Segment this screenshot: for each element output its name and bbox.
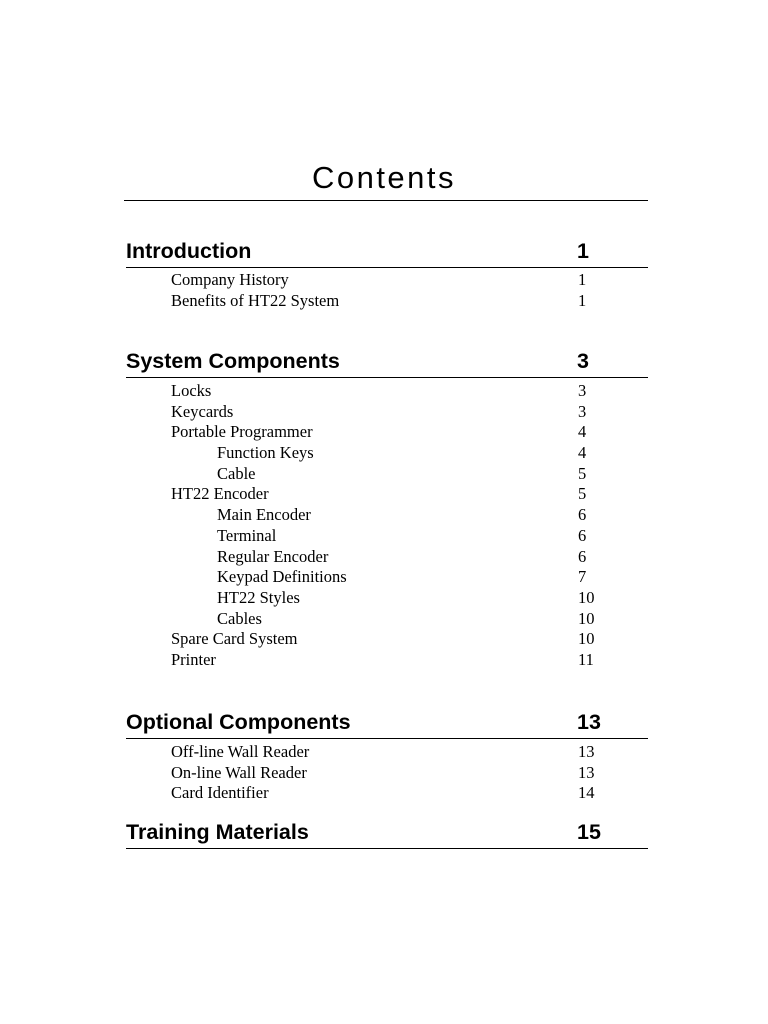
title-divider: [124, 200, 648, 201]
toc-entry-label: Function Keys: [217, 443, 314, 463]
toc-entry[interactable]: [0, 484, 768, 505]
toc-section-training-materials[interactable]: [126, 818, 648, 849]
toc-entry-page: 4: [578, 443, 587, 463]
toc-entry[interactable]: [0, 270, 768, 291]
toc-entry-page: 10: [578, 587, 595, 607]
toc-entries-optional-components: [0, 742, 768, 804]
toc-subentry[interactable]: [0, 588, 768, 609]
toc-subentry[interactable]: [0, 526, 768, 547]
toc-entry-label: Keycards: [171, 401, 234, 421]
toc-subentry[interactable]: [0, 443, 768, 464]
toc-entry-label: Locks: [171, 381, 212, 400]
toc-entry-page: 1: [578, 290, 587, 310]
toc-entry-label: HT22 Encoder: [171, 484, 269, 504]
toc-entry-label: HT22 Styles: [217, 587, 300, 607]
toc-entry-label: Terminal: [217, 525, 277, 545]
toc-subentry[interactable]: [0, 567, 768, 588]
toc-entry-label: Portable Programmer: [171, 422, 313, 442]
section-heading: Optional Components: [126, 710, 351, 734]
toc-entry[interactable]: [0, 422, 768, 443]
toc-subentry[interactable]: [0, 464, 768, 485]
toc-entry-page: 6: [578, 505, 587, 525]
toc-entry-page: 13: [578, 742, 595, 761]
toc-section-system-components[interactable]: [126, 347, 648, 378]
toc-entry-page: 11: [578, 649, 594, 669]
toc-entry-label: Card Identifier: [171, 783, 269, 803]
toc-entry-label: Off-line Wall Reader: [171, 742, 310, 761]
toc-entry[interactable]: [0, 291, 768, 312]
toc-section-introduction[interactable]: [126, 237, 648, 268]
toc-entry-label: Benefits of HT22 System: [171, 290, 340, 310]
page-title: Contents: [311, 160, 457, 195]
section-page-number: 1: [577, 239, 589, 263]
toc-entries-introduction: [0, 270, 768, 311]
toc-subentry[interactable]: [0, 547, 768, 568]
toc-entry[interactable]: [0, 402, 768, 423]
toc-entry-page: 13: [578, 762, 595, 782]
toc-entry-label: On-line Wall Reader: [171, 762, 307, 782]
toc-section-optional-components[interactable]: [126, 708, 648, 739]
toc-entry-label: Company History: [171, 270, 289, 289]
section-page-number: 15: [577, 820, 601, 844]
toc-entry-page: 14: [578, 783, 595, 803]
toc-entry[interactable]: [0, 629, 768, 650]
toc-entries-system-components: [0, 381, 768, 671]
toc-entry-label: Regular Encoder: [217, 546, 329, 566]
toc-entry-page: 6: [578, 525, 587, 545]
toc-subentry[interactable]: [0, 505, 768, 526]
toc-entry-label: Spare Card System: [171, 629, 298, 649]
toc-entry-label: Main Encoder: [217, 505, 311, 525]
toc-entry-page: 6: [578, 546, 587, 566]
section-page-number: 13: [577, 710, 601, 734]
section-heading: System Components: [126, 349, 340, 373]
toc-subentry[interactable]: [0, 609, 768, 630]
toc-entry-page: 3: [578, 401, 587, 421]
toc-entry-page: 10: [578, 608, 595, 628]
toc-entry-label: Cables: [217, 608, 262, 628]
toc-entry-label: Printer: [171, 649, 216, 669]
toc-entry-page: 3: [578, 381, 587, 400]
toc-entry-page: 4: [578, 422, 587, 442]
section-page-number: 3: [577, 349, 589, 373]
toc-entry[interactable]: [0, 742, 768, 763]
toc-entry[interactable]: [0, 763, 768, 784]
toc-entry-page: 7: [578, 567, 587, 587]
section-heading: Introduction: [126, 239, 252, 263]
toc-entry[interactable]: [0, 650, 768, 671]
toc-entry-page: 10: [578, 629, 595, 649]
section-heading: Training Materials: [126, 820, 309, 844]
toc-entry[interactable]: [0, 381, 768, 402]
toc-entry-page: 5: [578, 463, 587, 483]
toc-entry-label: Keypad Definitions: [217, 567, 347, 587]
toc-entry[interactable]: [0, 783, 768, 804]
toc-entry-label: Cable: [217, 463, 256, 483]
toc-entry-page: 1: [578, 270, 587, 289]
toc-entry-page: 5: [578, 484, 587, 504]
